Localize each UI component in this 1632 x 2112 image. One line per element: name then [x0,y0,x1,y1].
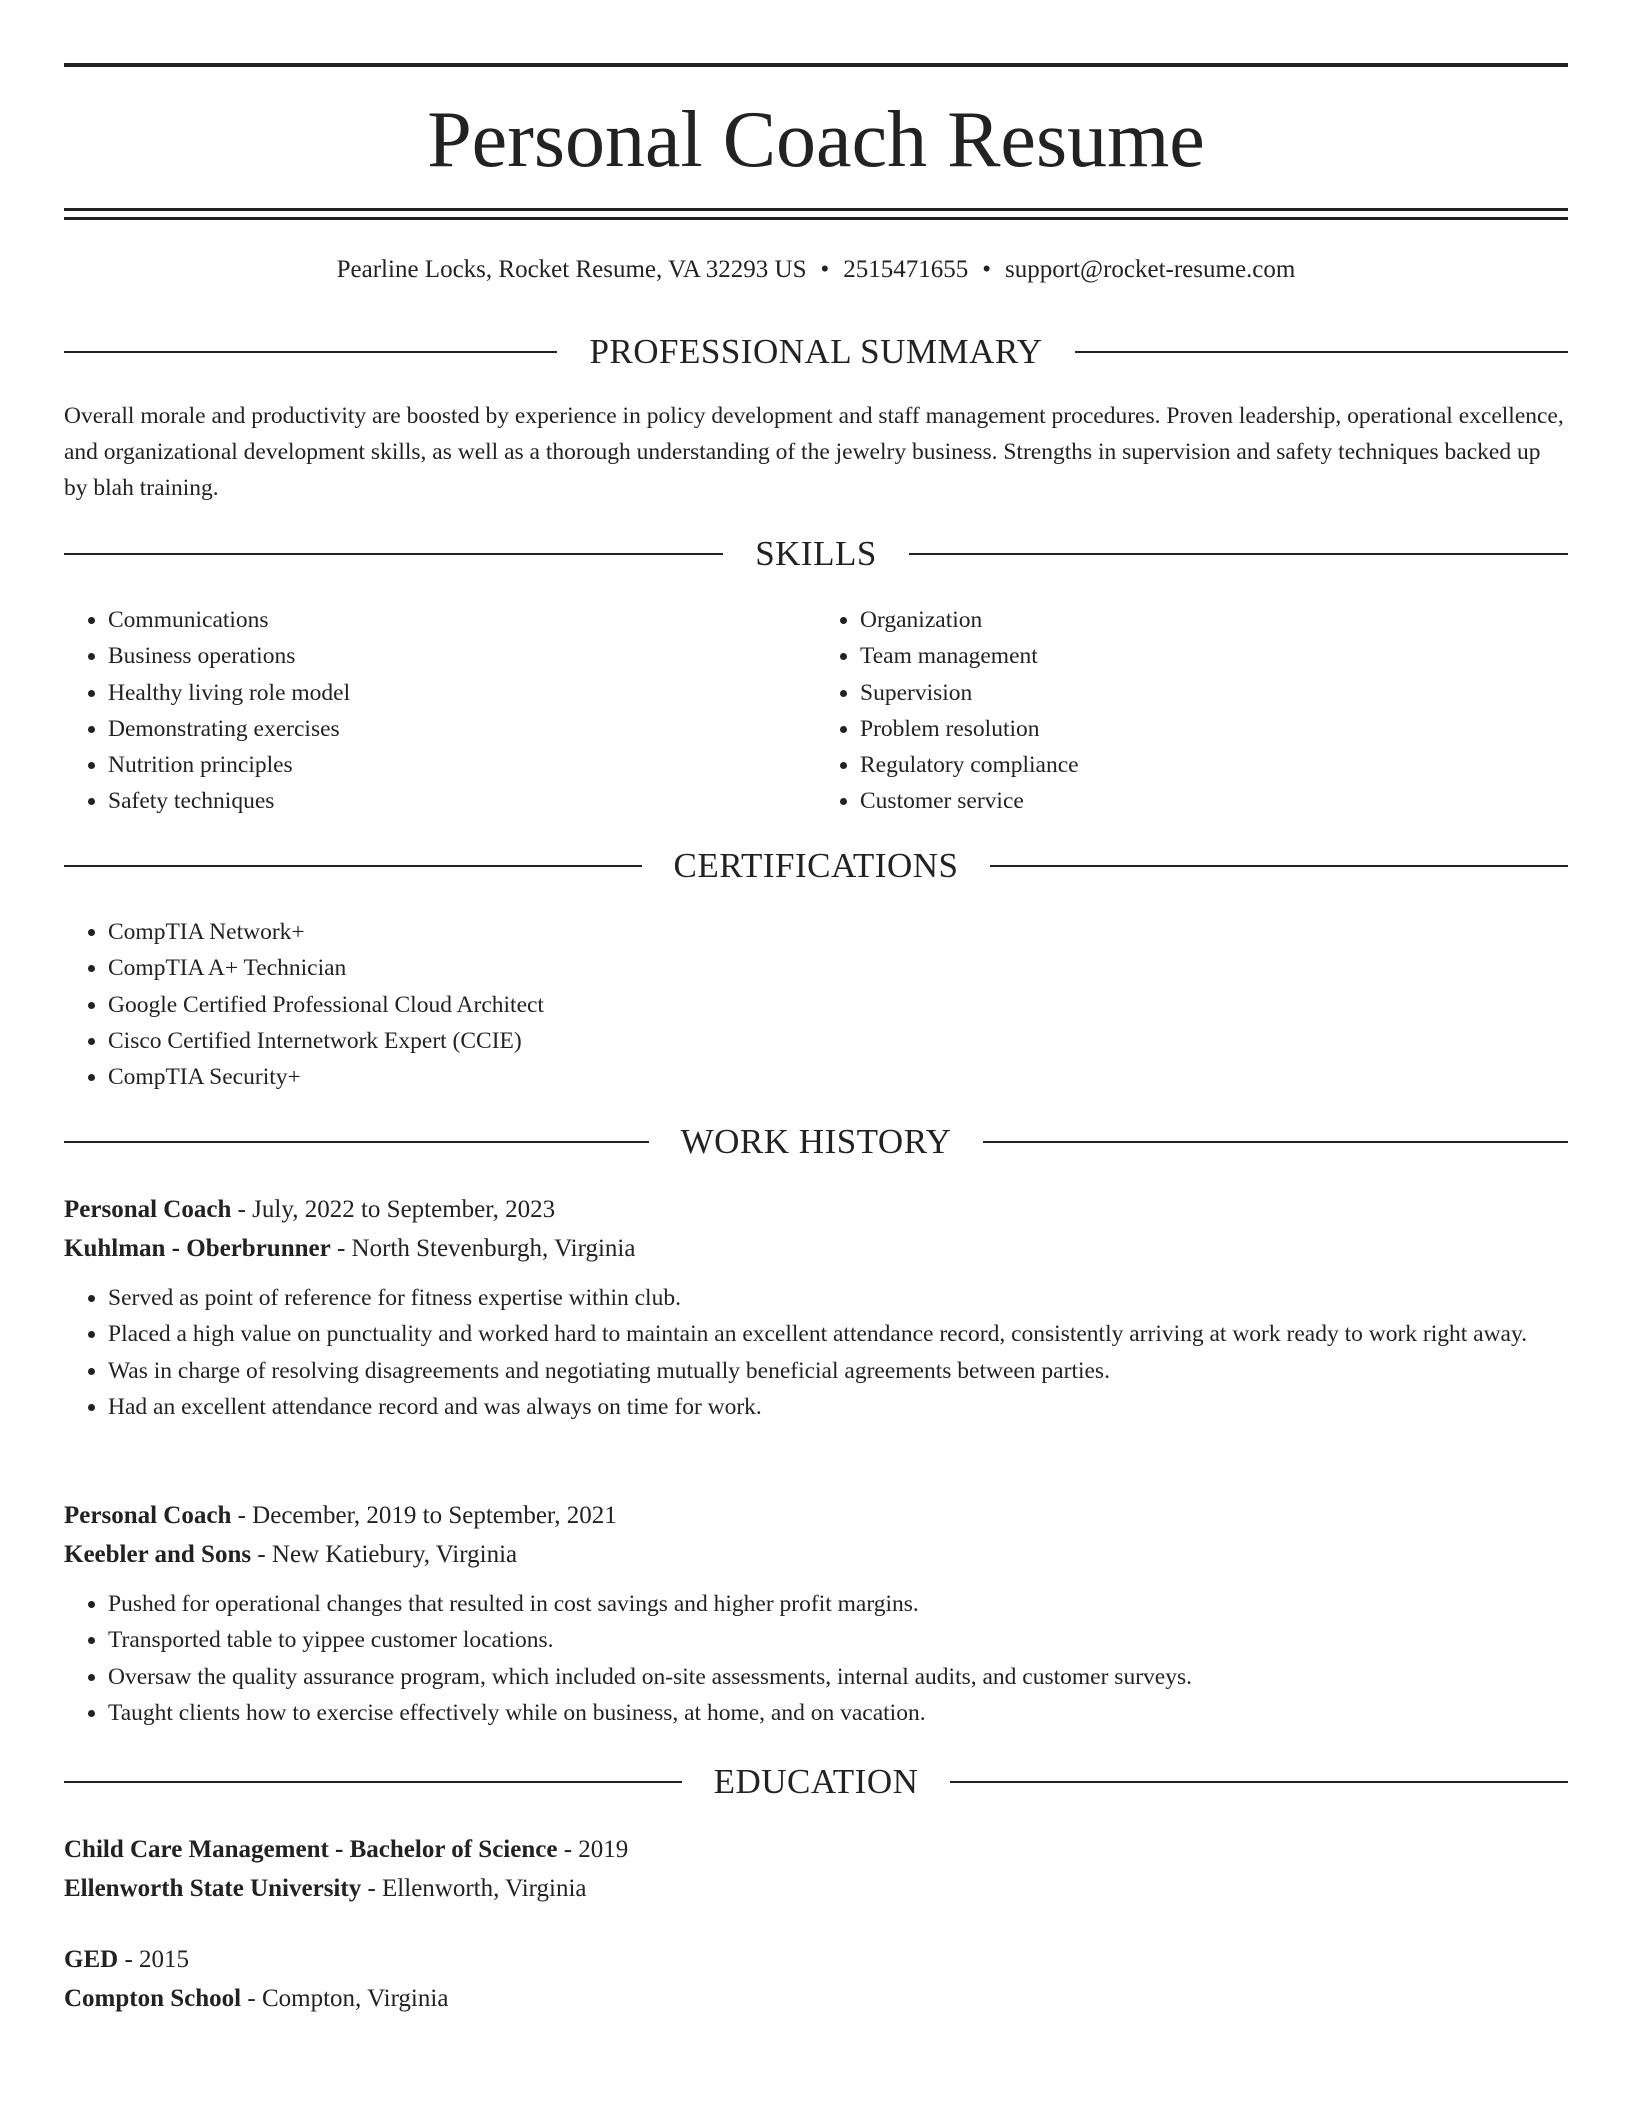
job-title: Personal Coach [64,1196,232,1223]
list-item: • Taught clients how to exercise effectively while on business, at home, and on vacation. [108,1695,1568,1731]
contact-separator: • [820,256,830,283]
section-title: SKILLS [755,534,877,573]
section-header-skills [64,534,1568,574]
list-item: • Customer service [860,783,1568,819]
job-bullets [64,1280,1568,1425]
job-company-line [64,1535,1568,1574]
top-rule [64,63,1568,67]
list-item: • Placed a high value on punctuality and worked hard to maintain an excellent attendance record, consistently arriving at work ready to work right away. [108,1316,1568,1352]
education-entry [64,1830,1568,1908]
section-rule [983,1141,1568,1143]
section-header-certifications [64,846,1568,886]
education-school-line [64,1979,1568,2018]
section-title: WORK HISTORY [680,1122,952,1161]
list-item: • Cisco Certified Internetwork Expert (CCIE) [108,1023,1568,1059]
education-degree-line [64,1830,1568,1869]
list-item: • Problem resolution [860,711,1568,747]
title-double-rule [64,208,1568,220]
section-header-summary [64,332,1568,372]
list-item: • Pushed for operational changes that resulted in cost savings and higher profit margins. [108,1586,1568,1622]
summary-text: Overall morale and productivity are boosted by experience in policy development and staff management procedures. Proven leadership, operational excellence, and organizational development skills, as well as a thorough understanding of the jewelry business. Strengths in supervision and safety techniques backed up by blah training. [64,403,1564,501]
section-rule [64,1781,682,1783]
section-title: EDUCATION [713,1762,919,1801]
job-company: Kuhlman - Oberbrunner [64,1235,331,1262]
skills-list-right [816,602,1568,820]
list-item: • Regulatory compliance [860,747,1568,783]
certifications-block [64,914,1568,1095]
education-entry [64,1940,1568,2018]
job-location: - New Katiebury, Virginia [251,1541,518,1568]
job-dates: - July, 2022 to September, 2023 [231,1196,556,1223]
list-item: • Healthy living role model [108,675,816,711]
job-title-line [64,1190,1568,1229]
list-item: • Organization [860,602,1568,638]
education-school: Ellenworth State University [64,1875,362,1902]
job-title-line [64,1496,1568,1535]
section-rule [990,865,1568,867]
skills-list-left [64,602,816,820]
education-degree-line [64,1940,1568,1979]
list-item: • Had an excellent attendance record and was always on time for work. [108,1389,1568,1425]
contact-phone: 2515471655 [843,256,969,283]
section-rule [1075,351,1568,353]
list-item: • Nutrition principles [108,747,816,783]
education-school: Compton School [64,1985,242,2012]
job-entry [64,1496,1568,1731]
section-rule [64,865,642,867]
education-year: - 2015 [118,1946,190,1973]
job-dates: - December, 2019 to September, 2021 [231,1502,617,1529]
job-entry [64,1190,1568,1425]
list-item: • Oversaw the quality assurance program, which included on-site assessments, internal audits, and customer surveys. [108,1659,1568,1695]
education-degree: GED [64,1946,119,1973]
education-location: - Compton, Virginia [241,1985,449,2012]
list-item: • CompTIA Network+ [108,914,1568,950]
list-item: • Business operations [108,638,816,674]
section-rule [64,553,723,555]
section-header-work-history [64,1122,1568,1162]
list-item: • CompTIA Security+ [108,1059,1568,1095]
section-rule [909,553,1568,555]
education-degree: Child Care Management - Bachelor of Science [64,1836,558,1863]
job-title: Personal Coach [64,1502,232,1529]
list-item: • Served as point of reference for fitness expertise within club. [108,1280,1568,1316]
list-item: • Supervision [860,675,1568,711]
list-item: • Team management [860,638,1568,674]
list-item: • Safety techniques [108,783,816,819]
list-item: • Demonstrating exercises [108,711,816,747]
job-location: - North Stevenburgh, Virginia [330,1235,636,1262]
job-company: Keebler and Sons [64,1541,252,1568]
section-rule [64,1141,649,1143]
list-item: • Communications [108,602,816,638]
education-location: - Ellenworth, Virginia [361,1875,587,1902]
contact-separator: • [982,256,992,283]
contact-email: support@rocket-resume.com [1005,256,1296,283]
education-school-line [64,1869,1568,1908]
list-item: • CompTIA A+ Technician [108,950,1568,986]
certifications-list [64,914,1568,1095]
job-bullets [64,1586,1568,1731]
section-title: CERTIFICATIONS [673,846,959,885]
section-rule [950,1781,1568,1783]
section-header-education [64,1762,1568,1802]
contact-line [64,254,1568,286]
list-item: • Was in charge of resolving disagreements and negotiating mutually beneficial agreements between parties. [108,1353,1568,1389]
list-item: • Google Certified Professional Cloud Architect [108,987,1568,1023]
job-company-line [64,1229,1568,1268]
section-rule [64,351,557,353]
skills-columns [64,602,1568,820]
education-year: - 2019 [557,1836,629,1863]
list-item: • Transported table to yippee customer locations. [108,1622,1568,1658]
contact-address: Pearline Locks, Rocket Resume, VA 32293 US [336,256,807,283]
section-title: PROFESSIONAL SUMMARY [589,332,1043,371]
resume-title: Personal Coach Resume [427,96,1205,184]
